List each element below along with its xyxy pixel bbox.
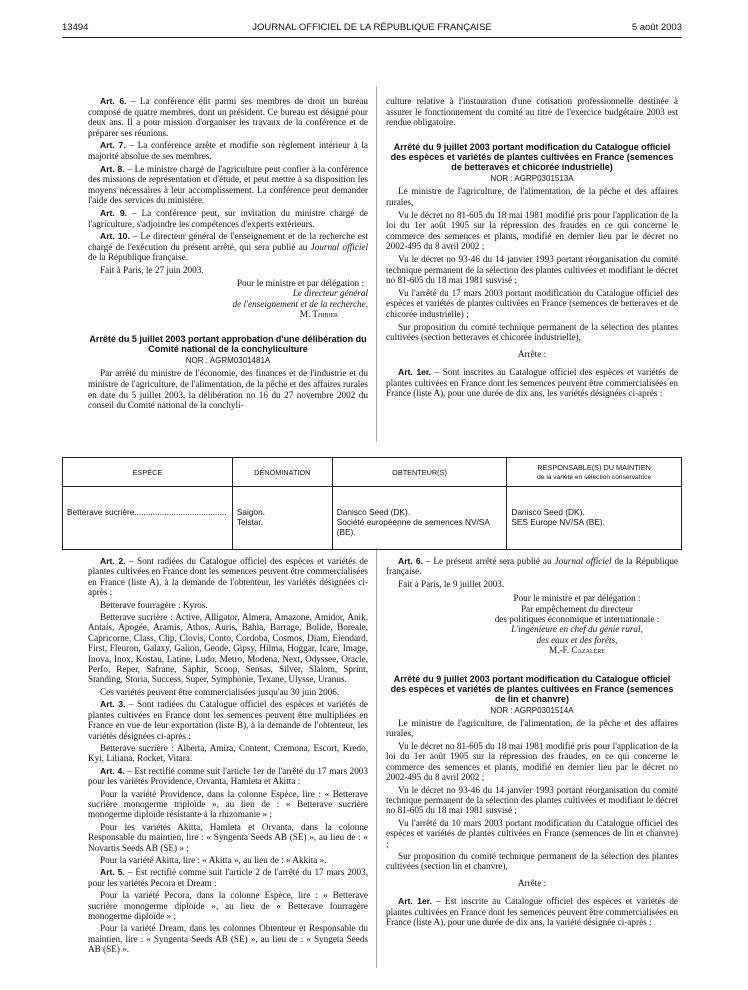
decree-title-conchyliculture: Arrêté du 5 juillet 2003 portant approbation d'une délibération du Comité national de la conchyliculture bbox=[89, 333, 367, 354]
bottom-left-column bbox=[88, 556, 368, 957]
page-header bbox=[62, 22, 682, 36]
article-1: Art. 1er. – Sont inscrites au Catalogue officiel des espèces et variétés de plantes cultivées en France dont les semences peuvent être commercialisées en France (liste A), pour une durée de dix ans, les variétés désignées ci-après : bbox=[386, 367, 678, 399]
arrete-heading: Arrête : bbox=[517, 877, 547, 888]
signature-title-1: Le directeur général bbox=[292, 288, 368, 299]
header-rule bbox=[62, 37, 682, 38]
article-8: Art. 8. – Le ministre chargé de l'agriculture peut confier à la conférence des missions de représentation et d'étude, et peut mettre à sa disposition les moyens nécessaires à leur accomplissement. La conférence peut demander l'aide des services du ministère. bbox=[88, 163, 368, 206]
varieties-table bbox=[62, 457, 682, 550]
col-denomination: DÉNOMINATION bbox=[232, 458, 332, 487]
arrete-heading: Arrête : bbox=[517, 348, 547, 359]
signature-title-2: de l'enseignement et de la recherche, bbox=[232, 298, 368, 309]
top-right-column bbox=[386, 96, 678, 401]
page-number: 13494 bbox=[62, 22, 89, 33]
signature-block: Pour le ministre et par délégation : Par empêchement du directeur des politiques économique et internationale : L'ingénieure en chef du génie rural, des eaux et des forêts, M.-F. Cazalère bbox=[476, 593, 678, 655]
decree-body: Par arrêté du ministre de l'économie, des finances et de l'industrie et du ministre de l'agriculture, de l'alimentation, de la pêche et des affaires rurales en date du 5 juillet 2003, la délibération no 16 du 27 novembre 2002 du conseil du Comité national de la conchyli- bbox=[88, 368, 368, 411]
minister-intro: Le ministre de l'agriculture, de l'alimentation, de la pêche et des affaires rurales, bbox=[386, 718, 678, 739]
decree-title-lin-chanvre: Arrêté du 9 juillet 2003 portant modification du Catalogue officiel des espèces et variétés de plantes cultivées en France (semences de lin et chanvre) bbox=[390, 673, 674, 704]
nor-reference: NOR : AGRM0301481A bbox=[185, 355, 271, 365]
done-at: Fait à Paris, le 9 juillet 2003. bbox=[398, 578, 505, 589]
col-responsables: RESPONSABLE(S) DU MAINTIEN de la variété en sélection conservatrice bbox=[507, 458, 682, 487]
col-obtenteurs: OBTENTEUR(S) bbox=[332, 458, 507, 487]
issue-date: 5 août 2003 bbox=[631, 22, 682, 33]
article-3: Art. 3. – Sont radiées du Catalogue officiel des espèces et variétés de plantes cultivées en France dont les semences peuvent être multipliées en France en vue de leur exportation (liste B), à la demande de l'obtenteur, les variétés désignées ci-après : bbox=[88, 699, 368, 741]
signature-name: M.-F. Cazalère bbox=[549, 645, 605, 656]
article-5-pecora: Pour la variété Pecora, dans la colonne Espèce, lire : « Betterave sucrière monogerme diploïde », au lieu de « Betterave fourragère monogerme diploïde » ; bbox=[88, 890, 368, 921]
table-header-row bbox=[63, 458, 682, 487]
table-row bbox=[63, 487, 682, 550]
vu-decret-1993: Vu le décret no 93-46 du 14 janvier 1993 portant réorganisation du comité technique permanent de la sélection des plantes cultivées et modifiant le décret no 81-605 du 18 mai 1981 susvisé ; bbox=[386, 784, 678, 816]
nor-reference: NOR : AGRP0301513A bbox=[490, 173, 574, 183]
article-9: Art. 9. – La conférence peut, sur invitation du ministre chargé de l'agriculture, s'adjoindre les compétences d'experts extérieurs. bbox=[88, 207, 368, 229]
betterave-fourragere: Betterave fourragère : Kyros. bbox=[100, 599, 208, 610]
bottom-right-column bbox=[386, 556, 678, 929]
cell-denomination: Saigon. Telstar. bbox=[232, 487, 332, 550]
decree-title-betteraves: Arrêté du 9 juillet 2003 portant modification du Catalogue officiel des espèces et variétés de plantes cultivées en France (semences de betteraves et chicorée industrielle) bbox=[390, 141, 674, 172]
betterave-sucriere-list: Betterave sucrière : Active, Alligator, Almera, Amazone, Amidor, Anik, Antais, Apogée, Aramis, Athos, Auris, Bahia, Barrage, Bolide, Boreale, Capricorne, Class, Clip, Clovis, Conto, Cordoba, Cosmos, Diam, Eiendard, First, Fleuron, Galaxy, Galion, Geode, Gipsy, Hilma, Hoggar, Icare, Image, Inova, Inox, Kostau, Latine, Ludo, Metro, Modena, Next, Odyssee, Oracle, Perfo, Reper, Safrane, Saphir, Scoop, Sensas, Silver, Slalom, Sprint, Standing, Storia, Success, Super, Symphonie, Texane, Ulysse, Uranus. bbox=[88, 612, 368, 685]
article-4-providence: Pour la variété Providence, dans la colonne Espèce, lire : « Betterave sucrière monogerme triploïde », au lieu de : « Betterave sucrière monogerme diploïde résistante à la rhizomanie » ; bbox=[88, 788, 368, 820]
vu-decret-1981: Vu le décret no 81-605 du 18 mai 1981 modifié pris pour l'application de la loi du 1er août 1905 sur la répression des fraudes, en ce qui concerne le commerce des semences et plants, modifié en dernier lieu par le décret no 2002-495 du 8 avril 2002 ; bbox=[386, 740, 678, 783]
article-4: Art. 4. – Est rectifié comme suit l'article 1er de l'arrêté du 17 mars 2003 pour les variétés Providence, Orvanta, Hamleta et Akitta : bbox=[88, 765, 368, 787]
vu-arrete-2003: Vu l'arrêté du 17 mars 2003 portant modification du Catalogue officiel des espèces et variétés de plantes cultivées en France (semences de betteraves et de chicorée industrielle) ; bbox=[386, 287, 678, 319]
article-7: Art. 7. – La conférence arrête et modifie son règlement intérieur à la majorité absolue de ses membres. bbox=[88, 140, 368, 161]
column-divider-top bbox=[376, 86, 377, 442]
article-6: Art. 6. – La conférence élit parmi ses membres de droit un bureau composé de quatre membres, dont un président. Ce bureau est désigné pour deux ans. Il a pour mission d'organiser les travaux de la conférence et de préparer ses réunions. bbox=[88, 96, 368, 138]
vu-arrete-2003: Vu l'arrêté du 10 mars 2003 portant modification du Catalogue officiel des espèces et variétés de plantes cultivées en France (semences de lin et chanvre) ; bbox=[386, 817, 678, 849]
article-2: Art. 2. – Sont radiées du Catalogue officiel des espèces et variétés de plantes cultivées en France dont les semences peuvent être commercialisées en France (liste A), à la demande de l'obtenteur, les variétés désignées ci-après : bbox=[88, 556, 368, 598]
journal-title: JOURNAL OFFICIEL DE LA RÉPUBLIQUE FRANÇAISE bbox=[252, 22, 492, 33]
article-10: Art. 10. – Le directeur général de l'enseignement et de la recherche est chargé de l'exécution du présent arrêté, qui sera publié au Journal officiel de la République française. bbox=[88, 231, 368, 263]
commercialisation-note: Ces variétés peuvent être commercialisées jusqu'au 30 juin 2006. bbox=[100, 686, 340, 697]
cell-espece: Betterave sucrière........................................ bbox=[63, 487, 233, 550]
vu-decret-1993: Vu le décret no 93-46 du 14 janvier 1993 portant réorganisation du comité technique permanent de la sélection des plantes cultivées et modifiant le décret no 81-605 du 18 mai 1981 susvisé ; bbox=[386, 253, 678, 286]
article-4-akitta-name: Pour la variété Akitta, lire : « Akitta », au lieu de : « Akkita ». bbox=[100, 854, 327, 865]
continuation-text: culture relative à l'instauration d'une cotisation professionnelle destinée à assurer le fonctionnement du comité au titre de l'exercice budgétaire 2003 est rendue obligatoire. bbox=[386, 96, 678, 128]
article-5: Art. 5. – Est rectifié comme suit l'article 2 de l'arrêté du 17 mars 2003, pour les variétés Pecora et Dream : bbox=[88, 867, 368, 888]
col-espece: ESPÈCE bbox=[63, 458, 233, 487]
sur-proposition: Sur proposition du comité technique permanent de la sélection des plantes cultivées (section lin et chanvre), bbox=[386, 850, 678, 872]
article-3-list: Betterave sucrière : Alberta, Amira, Content, Cremona, Escort, Kredo, Kyi, Liliana, Rocket, Vitara. bbox=[88, 742, 368, 764]
article-6-publication: Art. 6. – Le présent arrêté sera publié au Journal officiel de la République française. bbox=[386, 556, 678, 577]
cell-responsables: Danisco Seed (DK). SES Europe NV/SA (BE). bbox=[507, 487, 682, 550]
article-5-dream: Pour la variété Dream, dans les colonnes Obtenteur et Responsable du maintien, lire : « Syngenta Seeds AB (SE) », au lieu de : « Syngeta Seeds AB (SE) ». bbox=[88, 923, 368, 955]
signature-intro: Pour le ministre et par délégation : bbox=[236, 277, 364, 288]
column-divider-bottom bbox=[376, 548, 377, 968]
minister-intro: Le ministre de l'agriculture, de l'alimentation, de la pêche et des affaires rurales, bbox=[386, 186, 678, 207]
article-1: Art. 1er. – Est inscrite au Catalogue officiel des espèces et variétés de plantes cultivées en France dont les semences peuvent être commercialisées en France (liste A), pour une durée de dix ans, la variété désignée ci-après : bbox=[386, 896, 678, 927]
top-left-column bbox=[88, 96, 368, 413]
done-at: Fait à Paris, le 27 juin 2003. bbox=[100, 264, 204, 275]
nor-reference: NOR : AGRP0301514A bbox=[490, 705, 574, 715]
sur-proposition: Sur proposition du comité technique permanent de la sélection des plantes cultivées (section betteraves et chicorée industrielle), bbox=[386, 321, 678, 343]
signature-name: M. Thibier bbox=[299, 309, 338, 320]
article-4-akitta: Pour les variétés Akitta, Hamleta et Orvanta, dans la colonne Responsable du maintien, lire : « Syngenta Seeds AB (SE) », au lieu de : « Novartis Seeds AB (SE) » ; bbox=[88, 821, 368, 853]
vu-decret-1981: Vu le décret no 81-605 du 18 mai 1981 modifié pris pour l'application de la loi du 1er août 1905 sur la répression des fraudes en ce qui concerne le commerce des semences et plants, modifié en dernier lieu par le décret no 2002-495 du 8 avril 2002 ; bbox=[386, 209, 678, 252]
cell-obtenteurs: Danisco Seed (DK). Société européenne de semences NV/SA (BE). bbox=[332, 487, 507, 550]
